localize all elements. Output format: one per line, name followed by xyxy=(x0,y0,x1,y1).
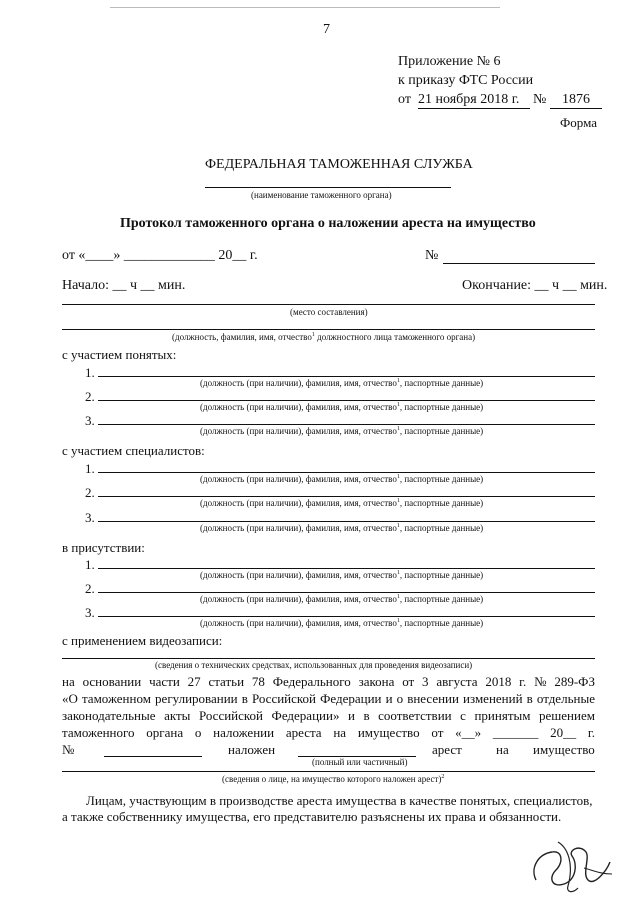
basis-word: основании xyxy=(82,674,142,689)
basis-word: г. xyxy=(587,725,595,740)
witness-number: 3. xyxy=(85,413,95,428)
presence-line xyxy=(98,616,595,617)
basis-word: отдельные xyxy=(536,691,595,706)
org-underline xyxy=(205,187,451,188)
basis-word: изменений xyxy=(463,691,523,706)
basis-word: акты xyxy=(164,708,191,723)
protocol-number-field xyxy=(443,263,595,264)
org-caption: (наименование таможенного органа) xyxy=(251,190,392,200)
specialist-caption: (должность (при наличии), фамилия, имя, отчество$^1$, паспортные данные) xyxy=(200,523,484,533)
basis-word: 27 xyxy=(187,674,201,689)
basis-word: части xyxy=(149,674,180,689)
imposed-label: наложен xyxy=(228,742,276,757)
video-caption: (сведения о технических средствах, использованных для проведения видеозаписи) xyxy=(155,660,473,670)
basis-word: от xyxy=(402,674,415,689)
witness-line xyxy=(98,376,595,377)
basis-word: 20__ xyxy=(550,725,577,740)
presence-caption: (должность (при наличии), фамилия, имя, отчество$^1$, паспортные данные) xyxy=(200,570,484,580)
basis-word: Федерации» xyxy=(271,708,340,723)
witness-caption: (должность (при наличии), фамилия, имя, отчество$^1$, паспортные данные) xyxy=(200,402,484,412)
basis-word: таможенного xyxy=(62,725,135,740)
closing-line-2: а также собственнику имущества, его представителю разъяснены их права и обязанности. xyxy=(62,809,562,824)
document-title: Протокол таможенного органа о наложении ареста на имущество xyxy=(120,216,536,231)
appendix-label: Приложение № 6 xyxy=(398,54,501,69)
presence-number: 3. xyxy=(85,605,95,620)
specialist-line xyxy=(98,521,595,522)
owner-caption: (сведения о лице, на имущество которого наложен арест)$^2$ xyxy=(222,774,445,784)
basis-word: от xyxy=(431,725,444,740)
order-date: 21 ноября 2018 г. xyxy=(418,92,530,109)
basis-line-4 xyxy=(62,725,595,741)
basis-word: 3 xyxy=(422,674,429,689)
presence-number: 1. xyxy=(85,557,95,572)
basis-word: 2018 xyxy=(485,674,512,689)
order-number: 1876 xyxy=(550,92,602,109)
basis-word: принятым xyxy=(474,708,531,723)
basis-word: и xyxy=(385,691,393,706)
basis-word: в xyxy=(363,708,370,723)
place-line xyxy=(62,304,595,305)
basis-word: 289-ФЗ xyxy=(554,674,595,689)
basis-word: Федерации xyxy=(320,691,382,706)
basis-word: с xyxy=(460,708,466,723)
basis-word: наложении xyxy=(213,725,275,740)
order-label: к приказу ФТС России xyxy=(398,73,534,88)
witness-caption: (должность (при наличии), фамилия, имя, отчество$^1$, паспортные данные) xyxy=(200,378,484,388)
specialist-line xyxy=(98,496,595,497)
basis-word: внесении xyxy=(407,691,459,706)
basis-word: соответствии xyxy=(378,708,452,723)
specialist-number: 1. xyxy=(85,461,95,476)
basis-line-1 xyxy=(62,674,595,690)
basis-word: имущество xyxy=(357,725,420,740)
specialist-caption: (должность (при наличии), фамилия, имя, отчество$^1$, паспортные данные) xyxy=(200,474,484,484)
witness-caption: (должность (при наличии), фамилия, имя, отчество$^1$, паспортные данные) xyxy=(200,426,484,436)
witnesses-label: с участием понятых: xyxy=(62,347,177,362)
specialist-number: 2. xyxy=(85,485,95,500)
basis-word: Российской xyxy=(198,708,264,723)
specialists-label: с участием специалистов: xyxy=(62,443,205,458)
presence-line xyxy=(98,568,595,569)
basis-word: решением xyxy=(539,708,595,723)
place-caption: (место составления) xyxy=(290,307,368,317)
basis-word: г. xyxy=(519,674,527,689)
presence-caption: (должность (при наличии), фамилия, имя, отчество$^1$, паспортные данные) xyxy=(200,618,484,628)
basis-line-2 xyxy=(62,691,595,707)
property-label: имущество xyxy=(533,742,595,757)
end-time: Окончание: __ ч __ мин. xyxy=(462,278,608,293)
basis-word: на xyxy=(333,725,347,740)
witness-number: 2. xyxy=(85,389,95,404)
witness-line xyxy=(98,400,595,401)
basis-word: № xyxy=(534,674,547,689)
decision-number-label: № xyxy=(62,742,75,757)
basis-word: 78 xyxy=(251,674,265,689)
decision-number-field xyxy=(104,756,202,757)
basis-word: _______ xyxy=(492,725,539,740)
arrest-label: арест xyxy=(432,742,462,757)
top-border-line xyxy=(110,7,500,8)
start-time: Начало: __ ч __ мин. xyxy=(62,278,186,293)
signature-mark xyxy=(528,828,618,898)
basis-word: законодательные xyxy=(62,708,156,723)
basis-word: таможенном xyxy=(81,691,151,706)
owner-line xyxy=(62,771,595,772)
presence-caption: (должность (при наличии), фамилия, имя, отчество$^1$, паспортные данные) xyxy=(200,594,484,604)
on-label: на xyxy=(496,742,509,757)
basis-word: в xyxy=(241,691,248,706)
basis-word: регулировании xyxy=(155,691,238,706)
specialist-line xyxy=(98,472,595,473)
official-caption: (должность, фамилия, имя, отчество$^1$ должностного лица таможенного органа) xyxy=(172,332,476,342)
basis-word: на xyxy=(62,674,75,689)
form-label: Форма xyxy=(560,115,597,130)
basis-word: «__» xyxy=(455,725,482,740)
witness-number: 1. xyxy=(85,365,95,380)
order-number-prefix: № xyxy=(533,92,547,107)
basis-word: в xyxy=(526,691,533,706)
closing-line-1: Лицам, участвующим в производстве ареста имущества в качестве понятых, специалистов, xyxy=(86,793,593,808)
basis-word: и xyxy=(347,708,355,723)
basis-word: Федерального xyxy=(272,674,351,689)
witness-line xyxy=(98,424,595,425)
basis-word: о xyxy=(194,725,202,740)
protocol-date: от «____» _____________ 20__ г. xyxy=(62,248,258,263)
presence-number: 2. xyxy=(85,581,95,596)
org-name: ФЕДЕРАЛЬНАЯ ТАМОЖЕННАЯ СЛУЖБА xyxy=(205,157,473,172)
basis-word: статьи xyxy=(208,674,245,689)
basis-word: «О xyxy=(62,691,78,706)
basis-word: о xyxy=(396,691,404,706)
full-partial-caption: (полный или частичный) xyxy=(312,757,408,767)
protocol-number-label: № xyxy=(425,248,439,263)
order-date-prefix: от xyxy=(398,92,411,107)
presence-label: в присутствии: xyxy=(62,540,145,555)
video-label: с применением видеозаписи: xyxy=(62,633,223,648)
basis-line-3 xyxy=(62,708,595,724)
video-line xyxy=(62,658,595,659)
official-line xyxy=(62,329,595,330)
basis-word: органа xyxy=(146,725,184,740)
basis-word: ареста xyxy=(285,725,322,740)
basis-word: закона xyxy=(358,674,395,689)
presence-line xyxy=(98,592,595,593)
basis-word: августа xyxy=(436,674,478,689)
page-number: 7 xyxy=(323,22,330,37)
basis-word: Российской xyxy=(251,691,317,706)
specialist-number: 3. xyxy=(85,510,95,525)
specialist-caption: (должность (при наличии), фамилия, имя, отчество$^1$, паспортные данные) xyxy=(200,498,484,508)
